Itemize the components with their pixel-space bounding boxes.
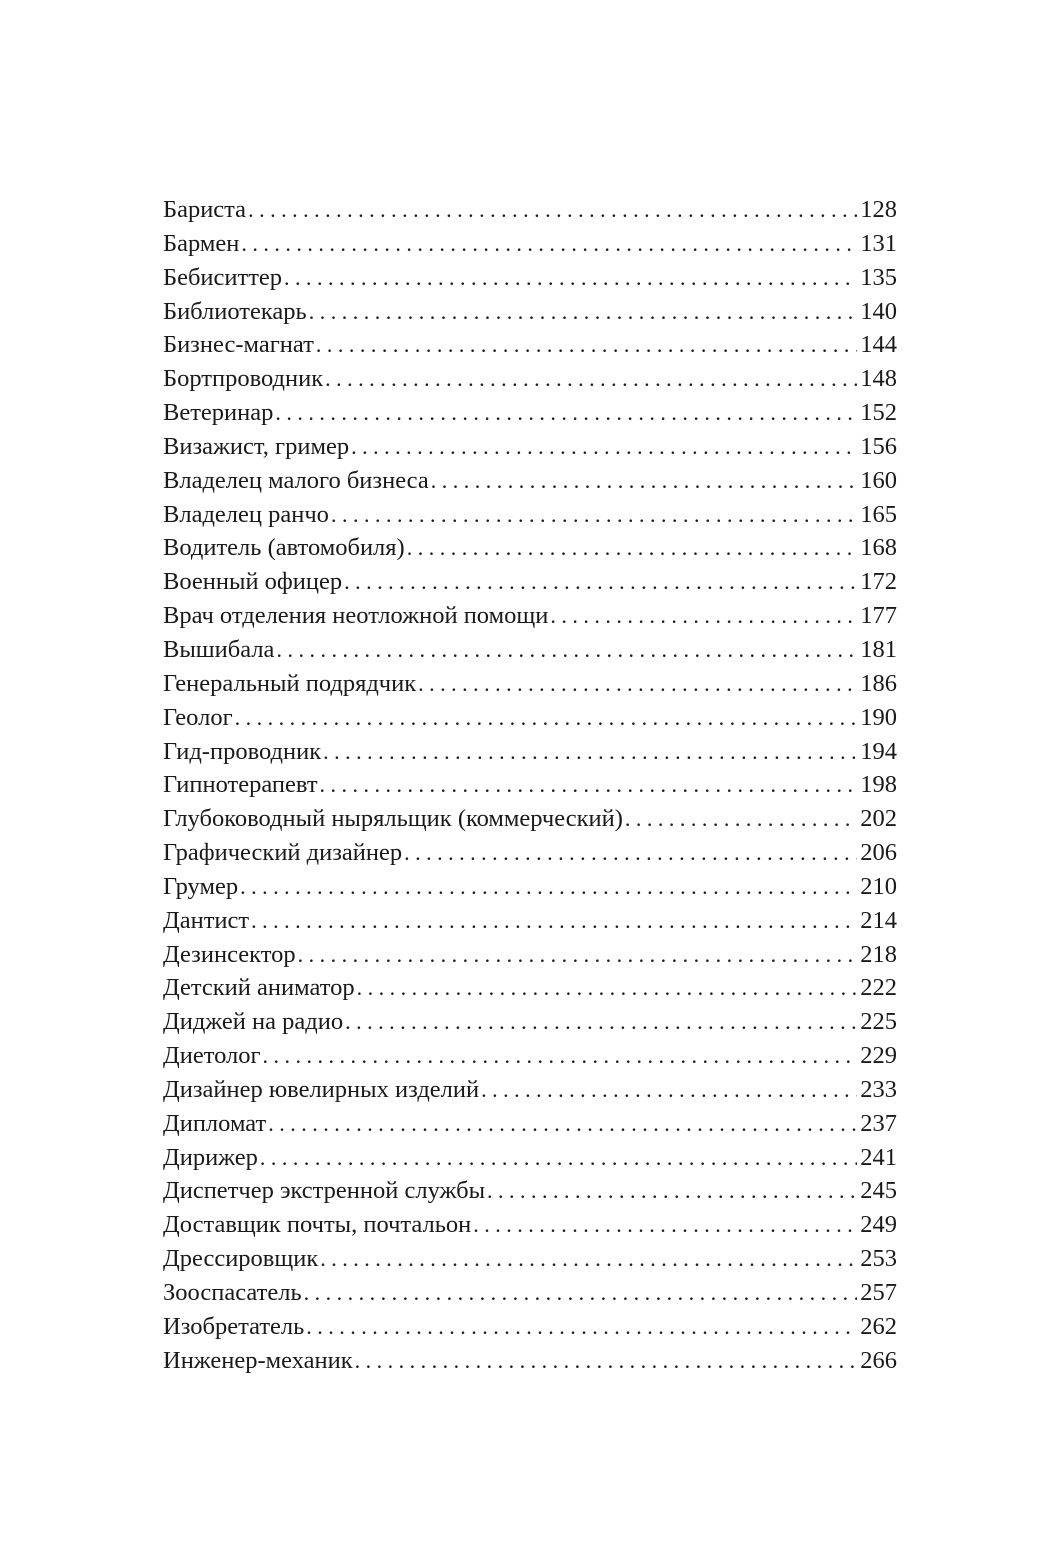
toc-entry-title: Бортпроводник <box>163 365 324 393</box>
toc-entry-title: Дрессировщик <box>163 1245 319 1273</box>
dot-leader <box>276 633 857 667</box>
dot-leader <box>357 971 858 1005</box>
toc-entry-page-number: 135 <box>860 263 897 291</box>
toc-entry-page-number: 128 <box>860 196 897 223</box>
toc-entry <box>163 1208 897 1242</box>
toc-entry <box>163 633 897 667</box>
toc-entry-title: Владелец малого бизнеса <box>163 466 429 494</box>
toc-entry-page-number: 262 <box>860 1312 897 1340</box>
toc-entry-title: Ветеринар <box>163 399 274 427</box>
toc-entry-page-number: 249 <box>860 1211 897 1239</box>
toc-entry-page-number: 131 <box>860 229 897 257</box>
dot-leader <box>241 227 857 261</box>
toc-entry-title: Владелец ранчо <box>163 500 329 528</box>
dot-leader <box>263 1039 858 1073</box>
dot-leader <box>260 1141 857 1175</box>
toc-entry <box>163 328 897 362</box>
dot-leader <box>275 396 857 430</box>
toc-entry-page-number: 160 <box>860 466 897 494</box>
toc-entry <box>163 1310 897 1344</box>
dot-leader <box>320 1242 857 1276</box>
dot-leader <box>355 1344 858 1378</box>
dot-leader <box>625 802 857 836</box>
dot-leader <box>309 295 858 329</box>
dot-leader <box>304 1276 858 1310</box>
toc-entry <box>163 1174 897 1208</box>
dot-leader <box>473 1208 857 1242</box>
toc-entry-page-number: 266 <box>860 1346 897 1374</box>
toc-entry-page-number: 233 <box>860 1075 897 1103</box>
toc-entry-title: Бармен <box>163 229 240 257</box>
dot-leader <box>418 667 857 701</box>
toc-entry-page-number: 194 <box>860 737 897 765</box>
toc-entry <box>163 1073 897 1107</box>
toc-entry-title: Военный офицер <box>163 568 343 596</box>
toc-entry-title: Бизнес-магнат <box>163 331 314 359</box>
toc-entry <box>163 498 897 532</box>
toc-entry <box>163 1344 897 1378</box>
toc-entry-title: Бариста <box>163 196 247 223</box>
toc-entry-page-number: 190 <box>860 703 897 731</box>
toc-entry-title: Диспетчер экстренной службы <box>163 1177 486 1205</box>
toc-entry <box>163 1276 897 1310</box>
toc-entry <box>163 836 897 870</box>
toc-entry-title: Бебиситтер <box>163 263 283 291</box>
toc-entry-page-number: 181 <box>860 635 897 663</box>
toc-entry <box>163 971 897 1005</box>
toc-entry-title: Генеральный подрядчик <box>163 669 417 697</box>
toc-entry-title: Дипломат <box>163 1109 267 1137</box>
toc-entry-page-number: 257 <box>860 1279 897 1306</box>
toc-entry-page-number: 156 <box>860 432 897 460</box>
toc-entry <box>163 430 897 464</box>
toc-entry <box>163 667 897 701</box>
table-of-contents <box>163 193 897 1378</box>
toc-entry-title: Библиотекарь <box>163 297 307 325</box>
toc-entry-page-number: 186 <box>860 669 897 697</box>
toc-entry-title: Вышибала <box>163 635 275 663</box>
toc-entry-page-number: 245 <box>860 1177 897 1205</box>
toc-entry-title: Диджей на радио <box>163 1008 344 1036</box>
toc-entry-page-number: 198 <box>860 771 897 799</box>
dot-leader <box>407 531 858 565</box>
toc-entry-title: Гипнотерапевт <box>163 771 318 799</box>
toc-entry <box>163 870 897 904</box>
dot-leader <box>235 701 858 735</box>
toc-entry <box>163 802 897 836</box>
dot-leader <box>481 1073 857 1107</box>
toc-entry <box>163 735 897 769</box>
toc-entry-title: Визажист, гример <box>163 432 350 460</box>
toc-entry <box>163 1242 897 1276</box>
dot-leader <box>320 768 858 802</box>
toc-entry <box>163 193 897 227</box>
toc-entry-page-number: 253 <box>860 1245 897 1273</box>
toc-entry-page-number: 214 <box>860 906 897 934</box>
toc-entry-title: Грумер <box>163 872 239 900</box>
toc-entry-page-number: 206 <box>860 839 897 867</box>
dot-leader <box>316 328 857 362</box>
toc-entry-title: Гид-проводник <box>163 737 322 765</box>
toc-entry-page-number: 172 <box>860 568 897 596</box>
toc-entry <box>163 565 897 599</box>
toc-entry <box>163 938 897 972</box>
toc-entry-title: Инженер-механик <box>163 1346 353 1374</box>
toc-entry <box>163 464 897 498</box>
toc-entry <box>163 1005 897 1039</box>
toc-entry <box>163 1107 897 1141</box>
toc-entry-title: Дирижер <box>163 1143 258 1171</box>
toc-entry <box>163 1141 897 1175</box>
toc-entry <box>163 904 897 938</box>
toc-entry-page-number: 241 <box>860 1143 897 1171</box>
toc-entry-page-number: 229 <box>860 1042 897 1070</box>
dot-leader <box>248 193 857 227</box>
toc-entry <box>163 701 897 735</box>
toc-entry-page-number: 222 <box>860 974 897 1002</box>
dot-leader <box>240 870 857 904</box>
toc-entry-page-number: 177 <box>860 602 897 630</box>
toc-entry-page-number: 144 <box>860 331 897 359</box>
toc-entry <box>163 1039 897 1073</box>
dot-leader <box>251 904 857 938</box>
toc-entry-page-number: 225 <box>860 1008 897 1036</box>
dot-leader <box>404 836 857 870</box>
toc-entry-page-number: 165 <box>860 500 897 528</box>
toc-entry <box>163 768 897 802</box>
toc-entry-title: Графический дизайнер <box>163 839 403 867</box>
dot-leader <box>344 565 857 599</box>
toc-entry-title: Дезинсектор <box>163 940 296 968</box>
toc-entry-page-number: 140 <box>860 297 897 325</box>
toc-entry-title: Геолог <box>163 703 233 731</box>
dot-leader <box>487 1174 857 1208</box>
toc-entry-page-number: 152 <box>860 399 897 427</box>
toc-entry-page-number: 168 <box>860 534 897 562</box>
toc-entry <box>163 295 897 329</box>
dot-leader <box>331 498 857 532</box>
toc-entry <box>163 261 897 295</box>
toc-entry-title: Дантист <box>163 906 250 934</box>
dot-leader <box>268 1107 857 1141</box>
dot-leader <box>345 1005 857 1039</box>
toc-entry <box>163 362 897 396</box>
toc-entry <box>163 531 897 565</box>
toc-entry-title: Врач отделения неотложной помощи <box>163 602 549 630</box>
toc-entry-title: Дизайнер ювелирных изделий <box>163 1075 480 1103</box>
toc-entry-title: Зооспасатель <box>163 1279 302 1306</box>
dot-leader <box>325 362 857 396</box>
dot-leader <box>298 938 858 972</box>
toc-entry-title: Доставщик почты, почтальон <box>163 1211 472 1239</box>
toc-entry-title: Изобретатель <box>163 1312 305 1340</box>
dot-leader <box>306 1310 857 1344</box>
dot-leader <box>550 599 857 633</box>
toc-entry-page-number: 148 <box>860 365 897 393</box>
toc-entry-page-number: 202 <box>860 805 897 833</box>
dot-leader <box>351 430 857 464</box>
toc-entry-title: Детский аниматор <box>163 974 355 1002</box>
toc-entry-title: Глубоководный ныряльщик (коммерческий) <box>163 805 623 833</box>
toc-entry-page-number: 237 <box>860 1109 897 1137</box>
dot-leader <box>323 735 857 769</box>
toc-entry-title: Водитель (автомобиля) <box>163 534 405 562</box>
toc-entry <box>163 599 897 633</box>
toc-entry <box>163 396 897 430</box>
toc-entry-page-number: 210 <box>860 872 897 900</box>
dot-leader <box>431 464 858 498</box>
toc-entry-page-number: 218 <box>860 940 897 968</box>
dot-leader <box>284 261 857 295</box>
toc-entry <box>163 227 897 261</box>
toc-entry-title: Диетолог <box>163 1042 261 1070</box>
